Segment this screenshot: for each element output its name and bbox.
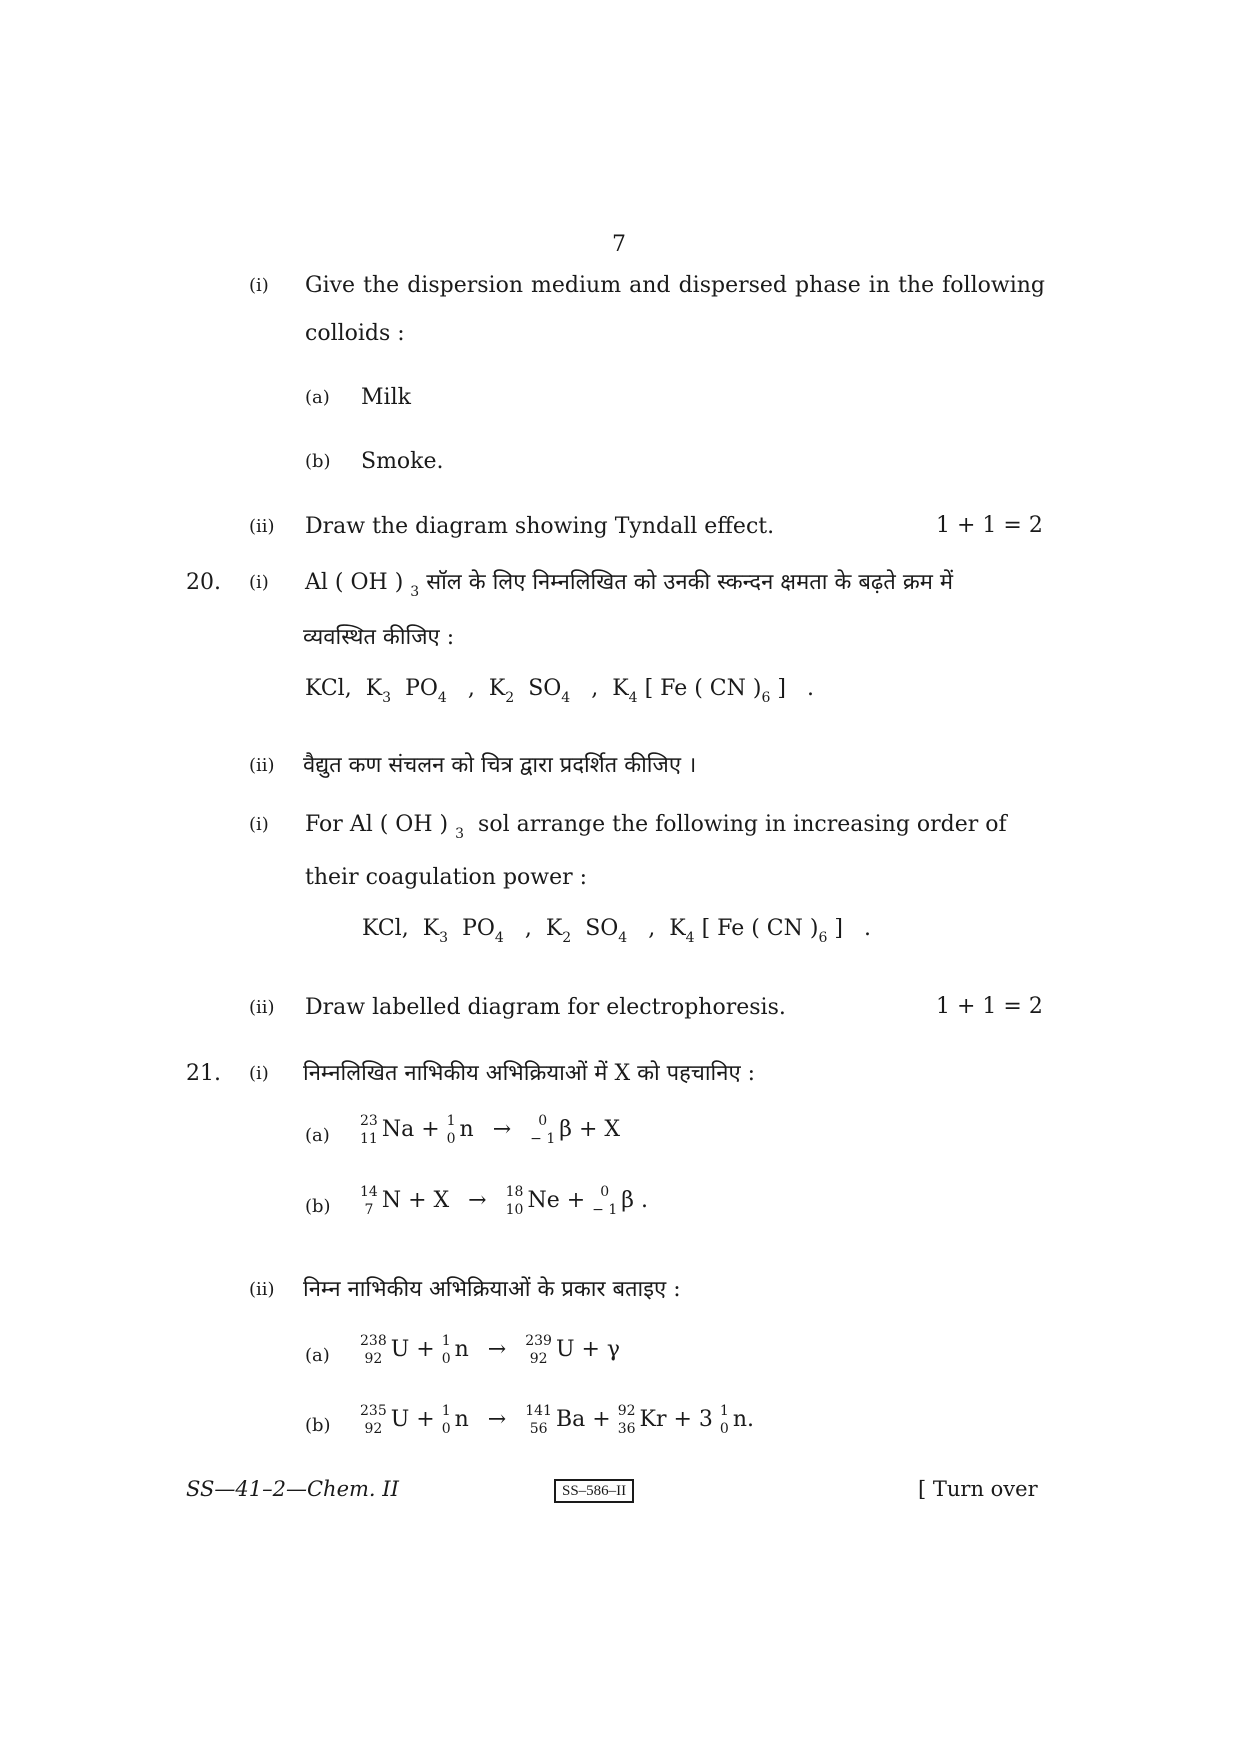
- formula-k4-sub2: 6: [818, 930, 828, 946]
- isotope-n: 1 0: [441, 1333, 451, 1367]
- symbol-ne: Ne +: [527, 1188, 586, 1213]
- q20-hi-i-formula: Al ( OH ): [305, 570, 404, 595]
- isotope-n: 1 0: [446, 1113, 456, 1147]
- q20-hi-ii-text: वैद्युत कण संचलन को चित्र द्वारा प्रदर्शित कीजिए ।: [303, 753, 697, 778]
- isotope-u235: 235 92: [360, 1403, 387, 1437]
- formula-k4-sub1: 4: [628, 690, 638, 706]
- footer-code: SS—41–2—Chem. II: [186, 1477, 399, 1501]
- formula-k2so4-k: K: [488, 676, 506, 701]
- symbol-n: n: [459, 1117, 474, 1142]
- q20-en-i-subscript: 3: [455, 826, 465, 842]
- formula-k3po4-k: K: [422, 916, 440, 941]
- q20-hi-i-text-line2: व्यवस्थित कीजिए :: [303, 625, 455, 650]
- q19-i-text-line1: Give the dispersion medium and dispersed phase in the following: [305, 273, 1045, 298]
- q21-ii-text: निम्न नाभिकीय अभिक्रियाओं के प्रकार बताइए :: [303, 1277, 681, 1302]
- q20-en-ii-text: Draw labelled diagram for electrophoresis.: [305, 995, 786, 1020]
- q20-hi-formula-list: [305, 676, 814, 706]
- formula-k2so4-so: SO: [528, 676, 562, 701]
- q19-b-label: (b): [305, 451, 331, 472]
- reaction-arrow: →: [487, 1337, 507, 1362]
- q20-en-i-formula: For Al ( OH ): [305, 812, 449, 837]
- formula-k4-sub1: 4: [685, 930, 695, 946]
- q21-b-label: (b): [305, 1196, 331, 1217]
- formula-k2so4-sub1: 2: [562, 930, 572, 946]
- formula-k3po4-sub2: 4: [494, 930, 504, 946]
- q19-ii-text: Draw the diagram showing Tyndall effect.: [305, 514, 775, 539]
- q21-i-label: (i): [249, 1063, 269, 1084]
- formula-k3po4-sub1: 3: [382, 690, 392, 706]
- q20-en-i-text: [305, 811, 1007, 848]
- q19-i-text-line2: colloids :: [305, 321, 405, 346]
- q21-b-equation: [360, 1183, 648, 1219]
- symbol-n2: n.: [732, 1407, 754, 1432]
- isotope-n: 1 0: [441, 1403, 451, 1437]
- isotope-u239: 239 92: [525, 1333, 552, 1367]
- reaction-arrow: →: [487, 1407, 507, 1432]
- q19-i-label: (i): [249, 275, 269, 296]
- formula-k2so4-sub2: 4: [561, 690, 571, 706]
- formula-kcl: KCl,: [305, 676, 352, 701]
- formula-end: .: [806, 676, 814, 701]
- formula-kcl: KCl,: [362, 916, 409, 941]
- formula-k4-fe: [ Fe ( CN ): [644, 676, 762, 701]
- symbol-n: n: [454, 1337, 469, 1362]
- formula-k2so4-k: K: [545, 916, 563, 941]
- q20-hi-i-text-rest: सॉल के लिए निम्नलिखित को उनकी स्कन्दन क्षमता के बढ़ते क्रम में: [426, 570, 954, 595]
- formula-k4-sub2: 6: [761, 690, 771, 706]
- formula-k3po4-k: K: [365, 676, 383, 701]
- formula-k3po4-po: PO: [462, 916, 495, 941]
- q21-ii-label: (ii): [249, 1279, 275, 1300]
- symbol-u: U +: [390, 1407, 435, 1432]
- formula-k2so4-sub2: 4: [618, 930, 628, 946]
- q21-c-label: (a): [305, 1345, 330, 1366]
- q19-marks: 1 + 1 = 2: [936, 513, 1043, 538]
- page-number: 7: [612, 232, 626, 257]
- formula-k2so4-sub1: 2: [505, 690, 515, 706]
- symbol-beta: β + X: [559, 1117, 621, 1142]
- q19-b-text: Smoke.: [361, 449, 444, 474]
- q20-en-i-text-line2: their coagulation power :: [305, 865, 588, 890]
- formula-k4-close: ]: [834, 916, 843, 941]
- q19-a-label: (a): [305, 387, 330, 408]
- symbol-beta: β .: [621, 1188, 648, 1213]
- q20-hi-i-text: [305, 569, 953, 606]
- formula-k4-k: K: [669, 916, 686, 941]
- q21-a-equation: [360, 1112, 620, 1148]
- formula-k2so4-so: SO: [585, 916, 619, 941]
- reaction-arrow: →: [468, 1188, 487, 1213]
- symbol-ba: Ba +: [555, 1407, 611, 1432]
- q20-en-i-label: (i): [249, 814, 269, 835]
- formula-comma: ,: [524, 916, 532, 941]
- formula-comma: ,: [591, 676, 599, 701]
- q21-c-equation: [360, 1332, 620, 1368]
- formula-comma: ,: [648, 916, 656, 941]
- formula-k4-close: ]: [777, 676, 786, 701]
- isotope-beta: 0 − 1: [530, 1113, 556, 1147]
- reaction-arrow: →: [492, 1117, 512, 1142]
- isotope-ne: 18 10: [505, 1184, 524, 1218]
- symbol-u: U +: [390, 1337, 435, 1362]
- formula-k4-fe: [ Fe ( CN ): [701, 916, 819, 941]
- q21-a-label: (a): [305, 1125, 330, 1146]
- isotope-na: 23 11: [360, 1113, 378, 1147]
- symbol-kr: Kr + 3: [639, 1407, 713, 1432]
- formula-k3po4-po: PO: [405, 676, 438, 701]
- symbol-u-gamma: U + γ: [555, 1337, 621, 1362]
- q21-number: 21.: [186, 1061, 221, 1086]
- q19-ii-label: (ii): [249, 516, 275, 537]
- q21-i-text: निम्नलिखित नाभिकीय अभिक्रियाओं में X को पहचानिए :: [303, 1061, 756, 1086]
- q21-d-label: (b): [305, 1415, 331, 1436]
- q20-number: 20.: [186, 570, 221, 595]
- symbol-n: n: [454, 1407, 469, 1432]
- q20-hi-i-subscript: 3: [410, 584, 420, 600]
- isotope-nitrogen: 14 7: [360, 1184, 378, 1218]
- isotope-ba: 141 56: [525, 1403, 552, 1437]
- q21-d-equation: [360, 1402, 754, 1438]
- isotope-u238: 238 92: [360, 1333, 387, 1367]
- formula-comma: ,: [467, 676, 475, 701]
- q20-en-formula-list: [362, 916, 871, 946]
- isotope-beta: 0 − 1: [592, 1184, 618, 1218]
- q20-en-i-text-rest: sol arrange the following in increasing order of: [478, 812, 1007, 837]
- symbol-nitrogen: N + X: [381, 1188, 450, 1213]
- q19-a-text: Milk: [361, 385, 411, 410]
- turn-over-note: [ Turn over: [918, 1477, 1038, 1501]
- formula-end: .: [863, 916, 871, 941]
- isotope-kr: 92 36: [617, 1403, 636, 1437]
- formula-k3po4-sub2: 4: [437, 690, 447, 706]
- symbol-na: Na +: [381, 1117, 440, 1142]
- formula-k4-k: K: [612, 676, 629, 701]
- footer-paper-code: SS–586–II: [554, 1479, 634, 1503]
- isotope-n2: 1 0: [719, 1403, 729, 1437]
- q20-en-ii-label: (ii): [249, 997, 275, 1018]
- q20-hi-ii-label: (ii): [249, 755, 275, 776]
- formula-k3po4-sub1: 3: [439, 930, 449, 946]
- q20-marks: 1 + 1 = 2: [936, 994, 1043, 1019]
- q20-hi-i-label: (i): [249, 572, 269, 593]
